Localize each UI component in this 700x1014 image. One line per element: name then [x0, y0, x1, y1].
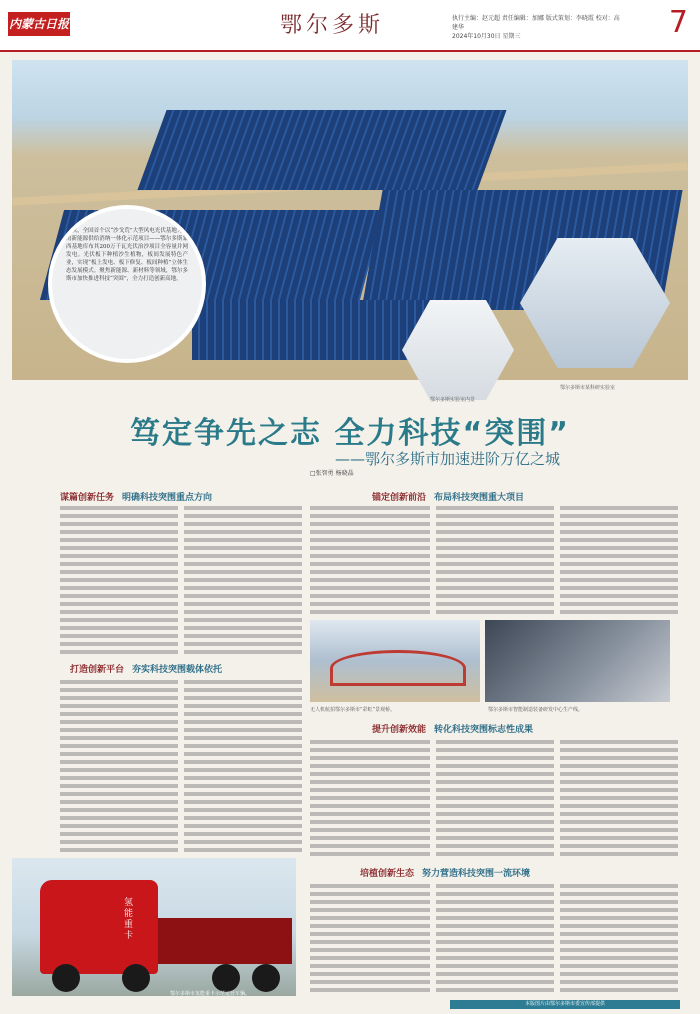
- section-heading: [372, 490, 524, 503]
- text-column: [436, 740, 554, 856]
- text-column: [560, 740, 678, 856]
- section-heading: [60, 490, 212, 503]
- bridge-photo: [310, 620, 480, 702]
- section-title-4: 提升创新效能: [372, 725, 427, 735]
- section-subtitle-5: 努力营造科技突围一流环境: [422, 869, 531, 879]
- truck-label: 氢能重卡: [124, 898, 134, 941]
- factory-caption: 鄂尔多斯市智能制造装备研发中心生产线。: [488, 707, 584, 713]
- section-heading: [70, 662, 222, 675]
- section-subtitle-2: 布局科技突围重大项目: [434, 493, 525, 503]
- solar-panel-array: [137, 110, 506, 190]
- section-title-1: 谋篇创新任务: [60, 493, 115, 503]
- section-heading: [360, 866, 530, 879]
- page-number: 7: [668, 5, 688, 40]
- section-subtitle-1: 明确科技突围重点方向: [122, 493, 213, 503]
- lab-caption-right: 鄂尔多斯市某科研实验室: [560, 385, 616, 391]
- photo-credit: 本版图片由鄂尔多斯市委宣传部提供: [450, 1000, 680, 1009]
- section-title-2: 锚定创新前沿: [372, 493, 427, 503]
- editorial-meta: [452, 14, 622, 41]
- section-subtitle-3: 夯实科技突围载体依托: [132, 665, 223, 675]
- meta-line: 2024年10月30日 星期三: [452, 33, 521, 40]
- hydrogen-truck-photo: [12, 858, 296, 996]
- masthead: [0, 0, 700, 52]
- text-column: [60, 506, 178, 656]
- lab-caption-left: 鄂尔多斯实验室内景: [430, 397, 476, 403]
- text-column: [560, 506, 678, 614]
- text-column: [436, 884, 554, 994]
- section-heading: [372, 722, 533, 735]
- intro-bubble: 深秋，全国首个以“沙戈荒”大型风电光伏基地为主的新能源供给消纳一体化示范项目——鄂尔多斯蒙西基地库布其200万千瓦光伏治沙项目全容量并网发电。光伏板下种植沙生植物，板间发展特色产业，实现“板上发电、板下修复、板间种植”立体生态发展模式。聚焦新能源、新材料等领域，鄂尔多斯市加快推进科技“突围”，全力打造创新高地。: [48, 205, 206, 363]
- text-column: [560, 884, 678, 994]
- meta-line: 执行主编：赵元超 责任编辑：加娜 版式策划：李晓霞 校对：高建华: [452, 15, 620, 31]
- text-column: [310, 506, 430, 614]
- factory-photo: [485, 620, 670, 702]
- section-title: 鄂尔多斯: [280, 13, 385, 38]
- section-subtitle-4: 转化科技突围标志性成果: [434, 725, 534, 735]
- section-title-5: 培植创新生态: [360, 869, 415, 879]
- byline: □张智勇 杨晓晶: [310, 470, 354, 477]
- bridge-caption: 无人机航拍鄂尔多斯市“彩虹”景观桥。: [310, 707, 396, 713]
- text-column: [310, 740, 430, 856]
- text-column: [184, 680, 302, 852]
- newspaper-logo: 内蒙古日报: [8, 12, 70, 36]
- text-column: [60, 680, 178, 852]
- section-title-3: 打造创新平台: [70, 665, 125, 675]
- truck-caption: 鄂尔多斯市氢能重卡示范运营车辆。: [170, 991, 251, 997]
- text-column: [310, 884, 430, 994]
- subheadline: ——鄂尔多斯市加速进阶万亿之城: [334, 450, 560, 468]
- text-column: [436, 506, 554, 614]
- text-column: [184, 506, 302, 656]
- headline: 笃定争先之志 全力科技“突围”: [130, 416, 570, 451]
